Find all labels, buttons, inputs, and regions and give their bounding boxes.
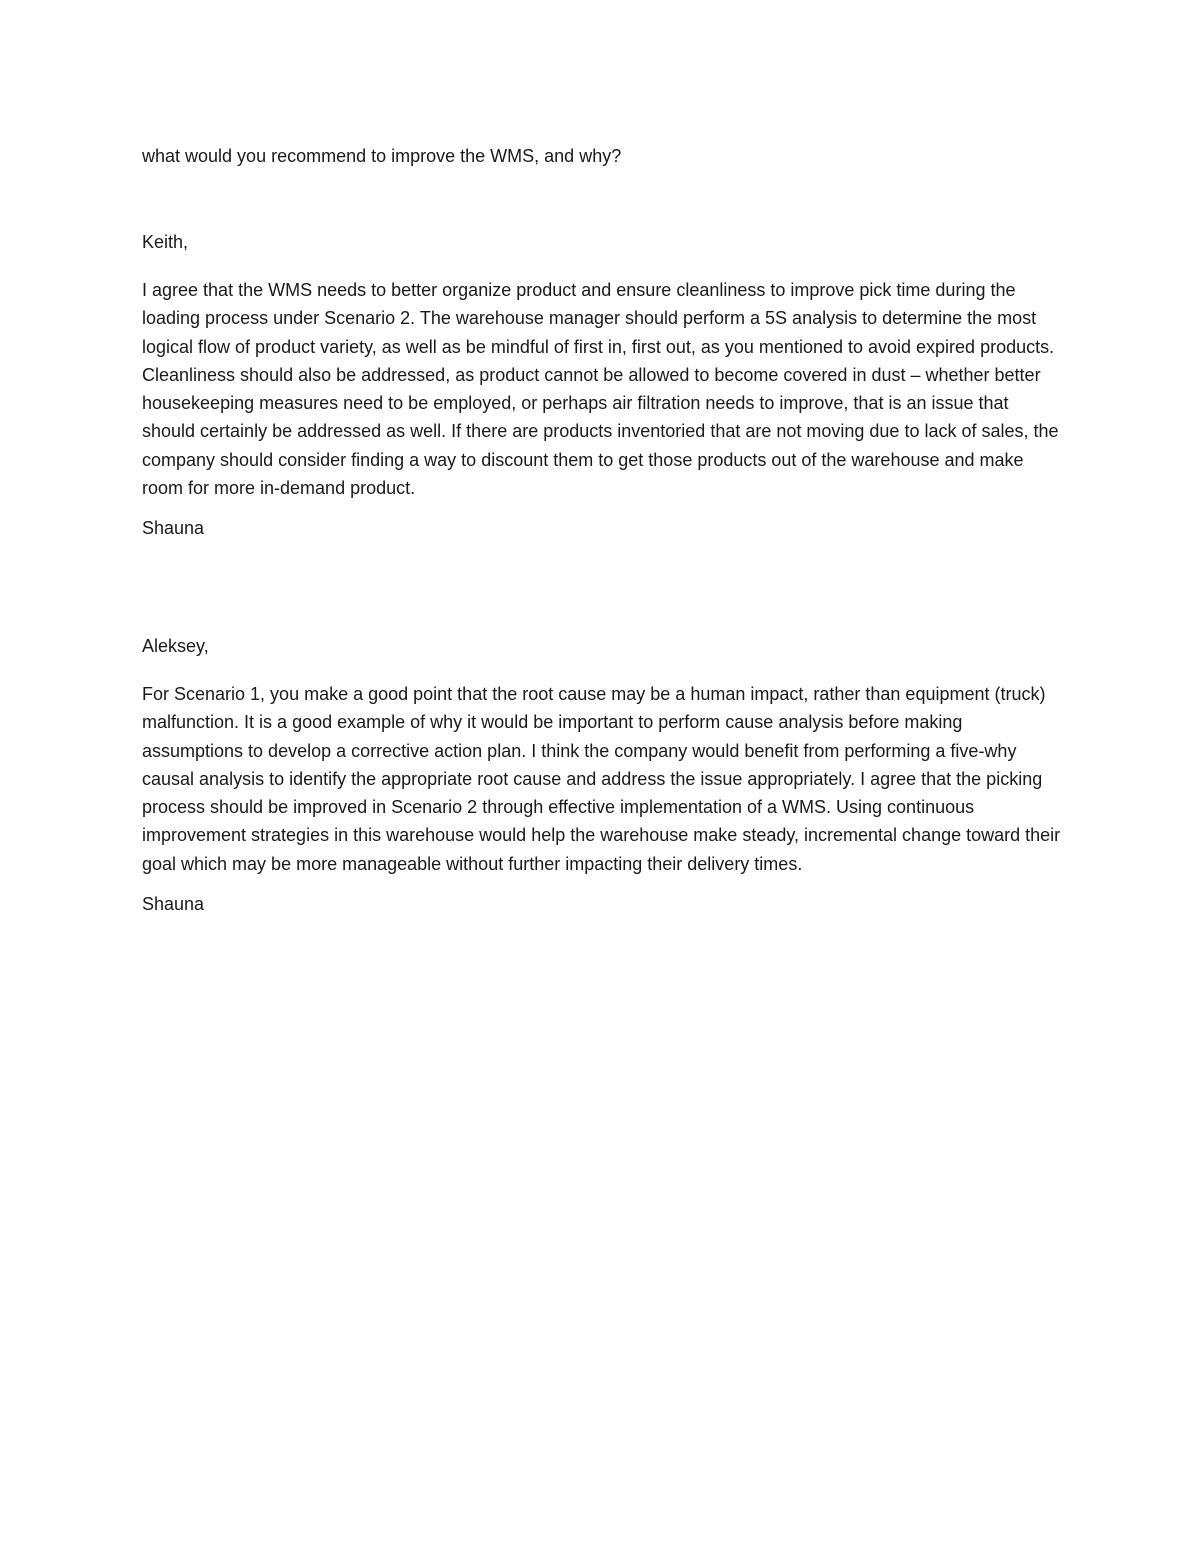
reply-body: For Scenario 1, you make a good point that the root cause may be a human impact, rather than equipment (truck) malfunction. It is a good example of why it would be important to perform cause analysis before making assumptions to develop a corrective action plan. I think the company would benefit from performing a five-why causal analysis to identify the appropriate root cause and address the issue appropriately. I agree that the picking process should be improved in Scenario 2 through effective implementation of a WMS. Using continuous improvement strategies in this warehouse would help the warehouse make steady, incremental change toward their goal which may be more manageable without further impacting their delivery times. [142,684,1061,874]
reply-signature: Shauna [142,894,205,915]
discussion-question: what would you recommend to improve the WMS, and why? [142,146,622,166]
reply-body: I agree that the WMS needs to better organize product and ensure cleanliness to improve pick time during the loading process under Scenario 2. The warehouse manager should perform a 5S analysis to determine the most logical flow of product variety, as well as be mindful of first in, first out, as you mentioned to avoid expired products. Cleanliness should also be addressed, as product cannot be allowed to become covered in dust – whether better housekeeping measures need to be employed, or perhaps air filtration needs to improve, that is an issue that should certainly be addressed as well. If there are products inventoried that are not moving due to lack of sales, the company should consider finding a way to discount them to get those products out of the warehouse and make room for more in-demand product. [142,280,1059,499]
reply-to-keith [142,232,1062,538]
reply-signature: Shauna [142,518,205,539]
reply-salutation: Keith, [142,232,189,252]
reply-to-aleksey [142,636,1062,914]
reply-salutation: Aleksey, [142,636,209,656]
